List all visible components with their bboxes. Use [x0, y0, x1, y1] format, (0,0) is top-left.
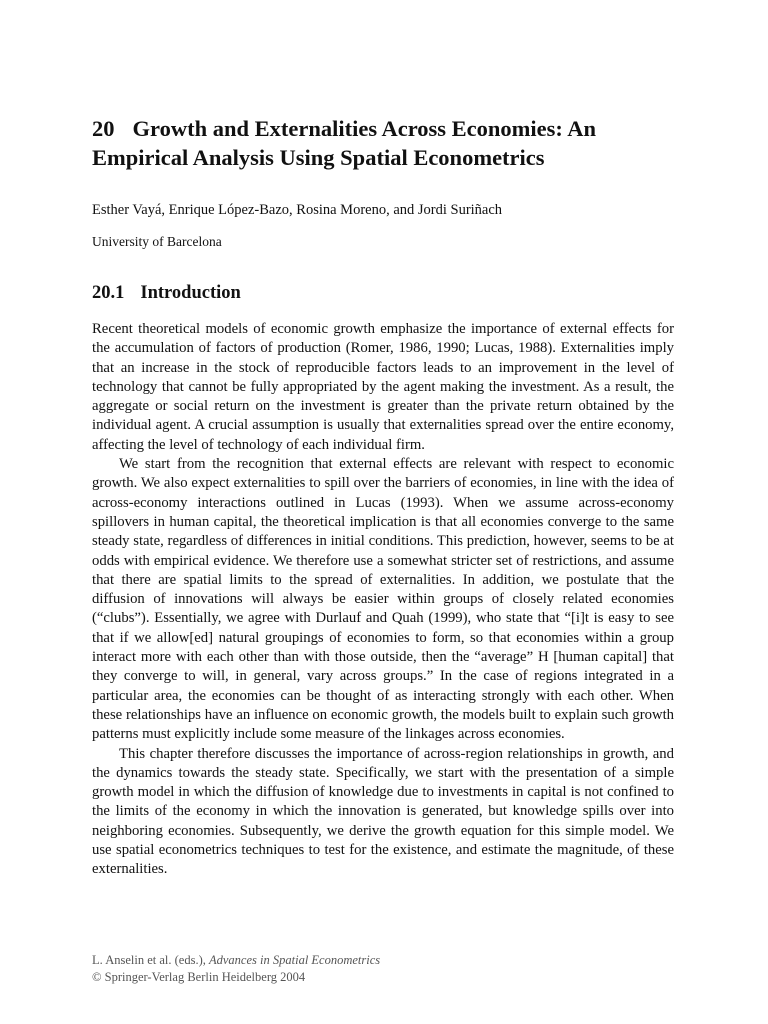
chapter-title-line2: Empirical Analysis Using Spatial Econometrics [92, 145, 545, 170]
chapter-title [92, 114, 712, 172]
citation-prefix: L. Anselin et al. (eds.), [92, 953, 209, 967]
paragraph-2: We start from the recognition that external effects are relevant with respect to economic growth. We also expect externalities to spill over the barriers of economies, in line with the idea of across-economy interactions outlined in Lucas (1993). When we assume across-economy spillovers in human capital, the theoretical implication is that all economies converge to the same steady state, regardless of differences in initial conditions. This prediction, however, seems to be at odds with empirical evidence. We therefore use a somewhat stricter set of restrictions, and assume that there are spatial limits to the spread of externalities. In addition, we postulate that the diffusion of innovations will always be easier within groups of closely related economies (“clubs”). Essentially, we agree with Durlauf and Quah (1999), who state that “[i]t is easy to see that if we allow[ed] natural groupings of economies to form, so that economies within a group interact more with each other than with those outside, then the “average” H [human capital] that they converge to will, in general, vary across groups.” In the case of regions integrated in a particular area, the economies can be thought of as interacting strongly with each other. When these relationships have an influence on economic growth, the models built to explain such growth patterns must explicitly include some measure of the linkages across economies. [92, 456, 674, 743]
paragraph-3: This chapter therefore discusses the importance of across-region relationships in growth, and the dynamics towards the steady state. Specifically, we start with the presentation of a simple growth model in which the diffusion of knowledge due to investments in capital is not confined to the limits of the economy in which the innovation is generated, but knowledge spills over into neighboring economies. Subsequently, we derive the growth equation for this simple model. We use spatial econometrics techniques to test for the existence, and estimate the magnitude, of these externalities. [92, 745, 674, 878]
author-list: Esther Vayá, Enrique López-Bazo, Rosina Moreno, and Jordi Suriñach [92, 202, 503, 218]
chapter-title-line1: Growth and Externalities Across Economies: An [132, 116, 597, 141]
page-footer [92, 952, 712, 986]
paragraph-1: Recent theoretical models of economic growth emphasize the importance of external effects for the accumulation of factors of production (Romer, 1986, 1990; Lucas, 1988). Externalities imply that an increase in the stock of reproducible factors leads to an improvement in the level of technology that cannot be fully appropriated by the agent making the investment. As a result, the aggregate or social return on the investment is greater than the private return obtained by the individual agent. A crucial assumption is usually that externalities spread over the entire economy, affecting the level of technology of each individual firm. [92, 321, 674, 453]
book-title: Advances in Spatial Econometrics [209, 953, 381, 967]
affiliation: University of Barcelona [92, 234, 222, 249]
section-title: Introduction [140, 283, 241, 303]
body-text [92, 320, 674, 880]
citation-line [92, 952, 712, 969]
section-number: 20.1 [92, 283, 125, 303]
section-heading [92, 281, 712, 305]
copyright-line: © Springer-Verlag Berlin Heidelberg 2004 [92, 970, 306, 984]
chapter-number: 20 [92, 116, 115, 141]
